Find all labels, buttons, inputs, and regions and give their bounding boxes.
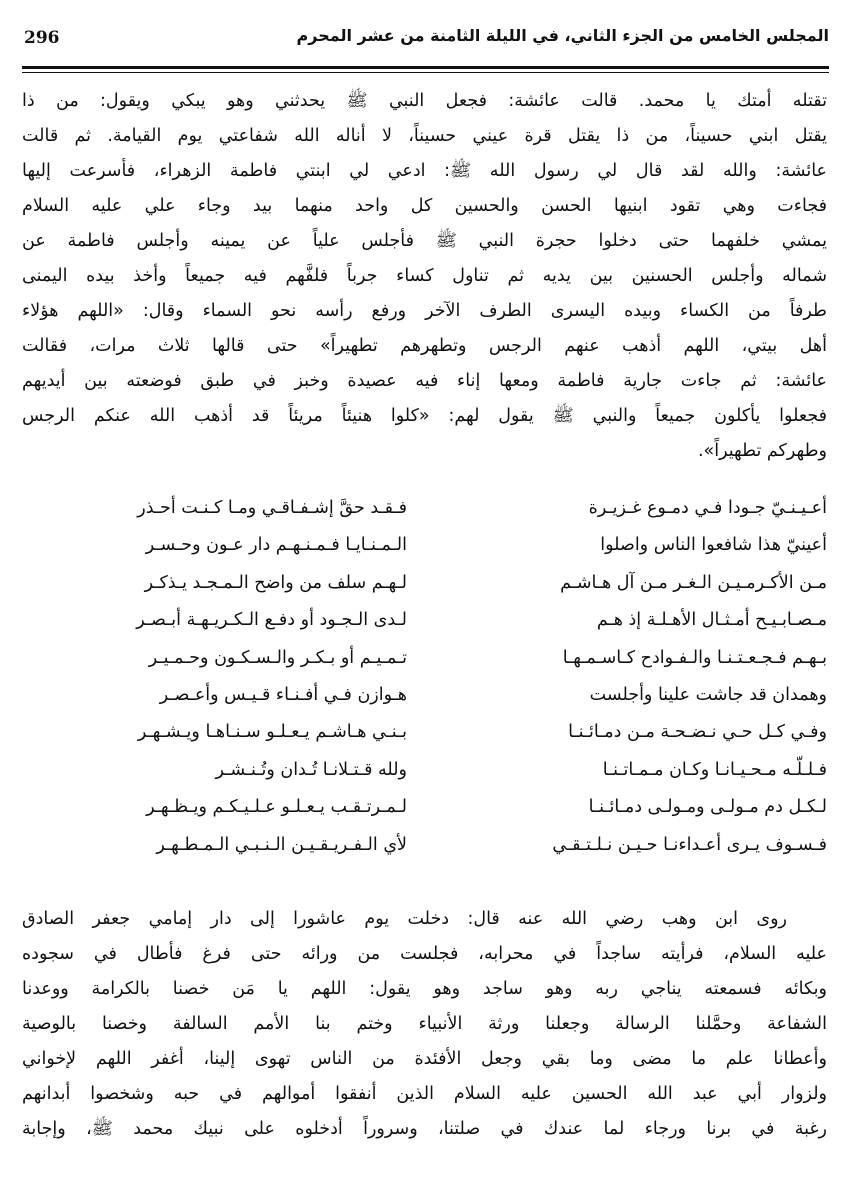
verse-second-hemistich: لأي الـفـريـقـيـن الـنـبـي الـمـطـهـر <box>156 834 407 855</box>
verse-first-hemistich: وهمدان قد جاشت علينا وأجلست <box>589 684 827 705</box>
verse-second-hemistich: لـهـم سلف من واضح الـمـجـد يـذكـر <box>144 572 407 593</box>
verse <box>40 789 827 826</box>
paragraph-2 <box>22 902 827 1147</box>
verse-first-hemistich: مـصـابـيـح أمـثـال الأهـلـة إذ هـم <box>596 610 827 631</box>
verse-first-hemistich: أعـيـنـيّ جـودا فـي دمـوع غـزيـرة <box>588 498 827 518</box>
verse-first-hemistich: لـكـل دم مـولـى ومـولـى دمـائـنـا <box>588 797 827 818</box>
verse-first-hemistich: بـهـم فـجـعـتـنـا والـفـوادح كـاسـمـهـا <box>562 647 827 668</box>
verse <box>40 714 827 751</box>
text-line: أهل بيتي، اللهم أذهب عنهم الرجس وتطهرهم تطهيراً» حتى قالها ثلاث مرات، فقالت <box>22 336 827 356</box>
text-line: عليه السلام، فرأيته ساجداً في محرابه، فجلست من ورائه حتى فرغ فأطال في سجوده <box>22 944 827 964</box>
verse <box>40 527 827 564</box>
header-rule-thick <box>22 66 829 69</box>
verse <box>40 490 827 527</box>
running-title: المجلس الخامس من الجزء الثاني، في الليلة الثامنة من عشر المحرم <box>296 26 829 45</box>
verse <box>40 677 827 714</box>
verse-second-hemistich: هـوازن فـي أفـنـاء قـيـس وأعـصـر <box>159 684 407 705</box>
text-line: تقتله أمتك يا محمد. قالت عائشة: فجعل النبي ﷺ يحدثني وهو يبكي ويقول: من ذا <box>22 91 827 111</box>
verse <box>40 602 827 639</box>
verse-second-hemistich: الـمـنـايـا فـمـنـهـم دار عـون وحـسـر <box>145 535 407 556</box>
text-line: ولزوار أبي عبد الله الحسين عليه السلام الذين أنفقوا أموالهم في حبه وشخصوا أبدانهم <box>22 1084 827 1104</box>
text-line: طرفاً من الكساء وبيده اليسرى الطرف الآخر ورفع رأسه نحو السماء وقال: «اللهم هؤلاء <box>22 301 827 321</box>
verse-second-hemistich: بـنـي هـاشـم يـعـلـو سـنـاهـا ويـشـهـر <box>137 722 407 743</box>
page-header <box>22 22 829 52</box>
verse-second-hemistich: فـقـد حقَّ إشـفـاقـي ومـا كـنـت أحـذر <box>137 498 407 518</box>
text-line: وطهركم تطهيراً». <box>697 441 827 461</box>
verse-first-hemistich: وفـي كـل حـي نـضـحـة مـن دمـائـنـا <box>568 722 827 743</box>
verse-first-hemistich: فـلـلّـه مـحـيـانـا وكـان مـمـاتـنـا <box>602 759 827 780</box>
text-line: روى ابن وهب رضي الله عنه قال: دخلت يوم عاشورا إلى دار إمامي جعفر الصادق <box>22 909 787 929</box>
paragraph-1 <box>22 84 827 469</box>
verse <box>40 827 827 864</box>
verse <box>40 640 827 677</box>
verse <box>40 565 827 602</box>
text-line: عائشة: والله لقد قال لي رسول الله ﷺ: ادعي لي ابنتي فاطمة الزهراء، فأسرعت إليها <box>22 161 827 181</box>
poem <box>40 490 827 864</box>
verse-second-hemistich: لـدى الـجـود أو دفـع الـكـريـهـة أبـصـر <box>136 610 407 631</box>
text-line: يقتل ابني حسيناً، من ذا يقتل قرة عيني حسيناً، لا أناله الله شفاعتي يوم القيامة. ثم قالت <box>22 126 827 146</box>
verse-first-hemistich: مـن الأكـرمـيـن الـغـر مـن آل هـاشـم <box>560 572 827 593</box>
header-rule-thin <box>22 72 829 73</box>
text-line: وبكائه فسمعته يناجي ربه وهو ساجد وهو يقول: اللهم يا مَن خصنا بالكرامة ووعدنا <box>22 979 827 999</box>
verse-first-hemistich: فـسـوف يـرى أعـداءنـا حـيـن نـلـتـقـي <box>552 834 827 855</box>
text-line: شماله وأجلس الحسنين بين يديه ثم تناول كساء جرباً فلفَّهم فيه جميعاً وأخذ بيده اليمنى <box>22 266 827 286</box>
verse <box>40 752 827 789</box>
text-line: عائشة: ثم جاءت جارية فاطمة ومعها إناء فيه عصيدة وخبز في طبق فوضعته بين أيديهم <box>22 371 827 391</box>
text-line: وأعطانا علم ما مضى وما بقي وجعل الأفئدة من الناس تهوى إلينا، أغفر اللهم لإخواني <box>22 1049 827 1069</box>
verse-first-hemistich: أعينيّ هذا شافعوا الناس واصلوا <box>600 535 827 556</box>
verse-second-hemistich: تـمـيـم أو بـكـر والـسـكـون وحـمـيـر <box>148 647 407 668</box>
text-line: رغبة في برنا ورجاء لما عندك في صلتنا، وسروراً أدخلوه على نبيك محمد ﷺ، وإجابة <box>22 1119 827 1139</box>
verse-second-hemistich: ولله قـتـلانـا تُـدان وتُـنـشـر <box>215 759 407 780</box>
page-number: 296 <box>24 28 60 48</box>
text-line: فجعلوا يأكلون جميعاً والنبي ﷺ يقول لهم: «كلوا هنيئاً مريئاً قد أذهب الله عنكم الرجس <box>22 406 827 426</box>
text-line: فجاءت وهي تقود ابنيها الحسن والحسين كل واحد منهما بيد وجاء علي عليه السلام <box>22 196 827 216</box>
text-line: الشفاعة وحمَّلنا الرسالة وجعلنا ورثة الأنبياء وختم بنا الأمم السالفة وخصنا بالوصية <box>22 1014 827 1034</box>
text-line: يمشي خلفهما حتى دخلوا حجرة النبي ﷺ فأجلس علياً عن يمينه وأجلس فاطمة عن <box>22 231 827 251</box>
verse-second-hemistich: لـمـرتـقـب يـعـلـو عـلـيـكـم ويـظـهـر <box>146 797 407 818</box>
